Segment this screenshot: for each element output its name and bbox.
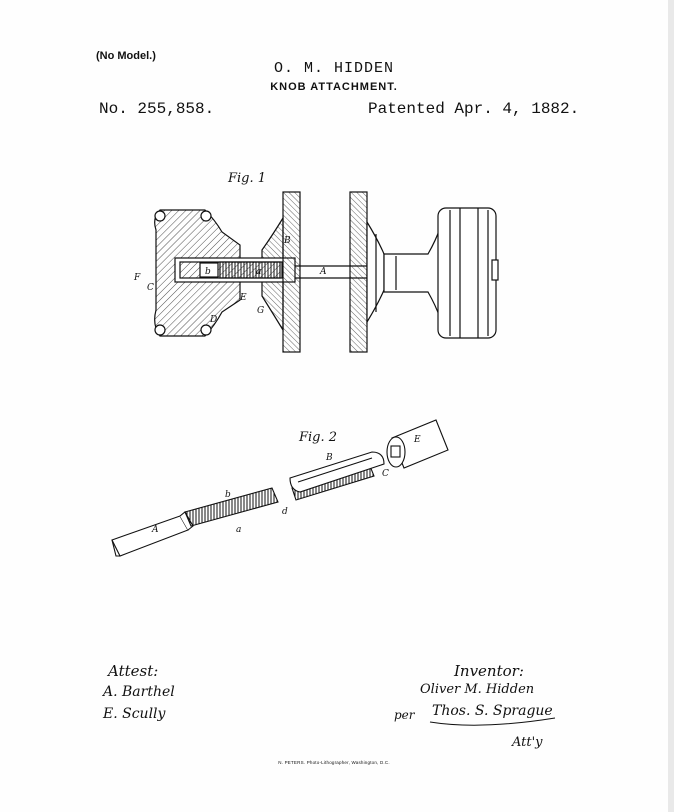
fig1-ref-A: A <box>320 267 327 277</box>
fig2-ref-E: E <box>414 435 421 445</box>
fig2-ref-a: a <box>236 525 242 535</box>
inventor-title: O. M. HIDDEN <box>273 60 395 77</box>
fig1-ref-C: C <box>147 283 154 293</box>
fig1-left-jamb <box>283 192 300 352</box>
fig2-ref-A: A <box>152 525 159 535</box>
per-label: per <box>394 708 415 722</box>
witness-2-signature: E. Scully <box>103 706 166 722</box>
attest-heading: Attest: <box>108 662 159 680</box>
fig1-ref-a: a <box>256 267 262 277</box>
fig2-spindle <box>112 516 188 556</box>
inventor-signature: Oliver M. Hidden <box>420 682 535 697</box>
fig1-ref-b: b <box>205 267 211 277</box>
fig2-ref-C: C <box>382 469 389 479</box>
fig2-label: Fig. 2 <box>299 430 338 445</box>
fig2-drawing <box>112 420 448 556</box>
fig1-ref-E: E <box>240 293 247 303</box>
fig1-ref-B: B <box>284 236 291 246</box>
attorney-flourish <box>430 718 555 725</box>
patent-date: Patented Apr. 4, 1882. <box>368 100 580 118</box>
fig1-ref-G: G <box>257 306 265 316</box>
fig1-spindle-teeth <box>220 262 282 278</box>
inventor-heading: Inventor: <box>454 662 524 680</box>
model-note: (No Model.) <box>96 50 156 62</box>
fig1-right-knob <box>438 208 496 338</box>
fig1-ref-D: D <box>210 315 218 325</box>
fig1-label: Fig. 1 <box>228 171 267 186</box>
attorney-signature: Thos. S. Sprague <box>432 703 553 719</box>
lithographer-footer: N. PETERS. Photo-Lithographer, Washington, D.C. <box>278 760 390 765</box>
patent-subject: KNOB ATTACHMENT. <box>270 81 398 93</box>
patent-number: No. 255,858. <box>99 100 215 118</box>
fig2-toothed-bar <box>185 488 278 526</box>
fig1-ref-F: F <box>134 273 141 283</box>
fig2-ref-d: d <box>282 507 288 517</box>
fig2-ref-b: b <box>225 490 231 500</box>
fig1-right-jamb <box>350 192 367 352</box>
witness-1-signature: A. Barthel <box>103 684 175 700</box>
attorney-abbreviation: Att'y <box>512 735 543 750</box>
fig2-ref-B: B <box>326 453 333 463</box>
